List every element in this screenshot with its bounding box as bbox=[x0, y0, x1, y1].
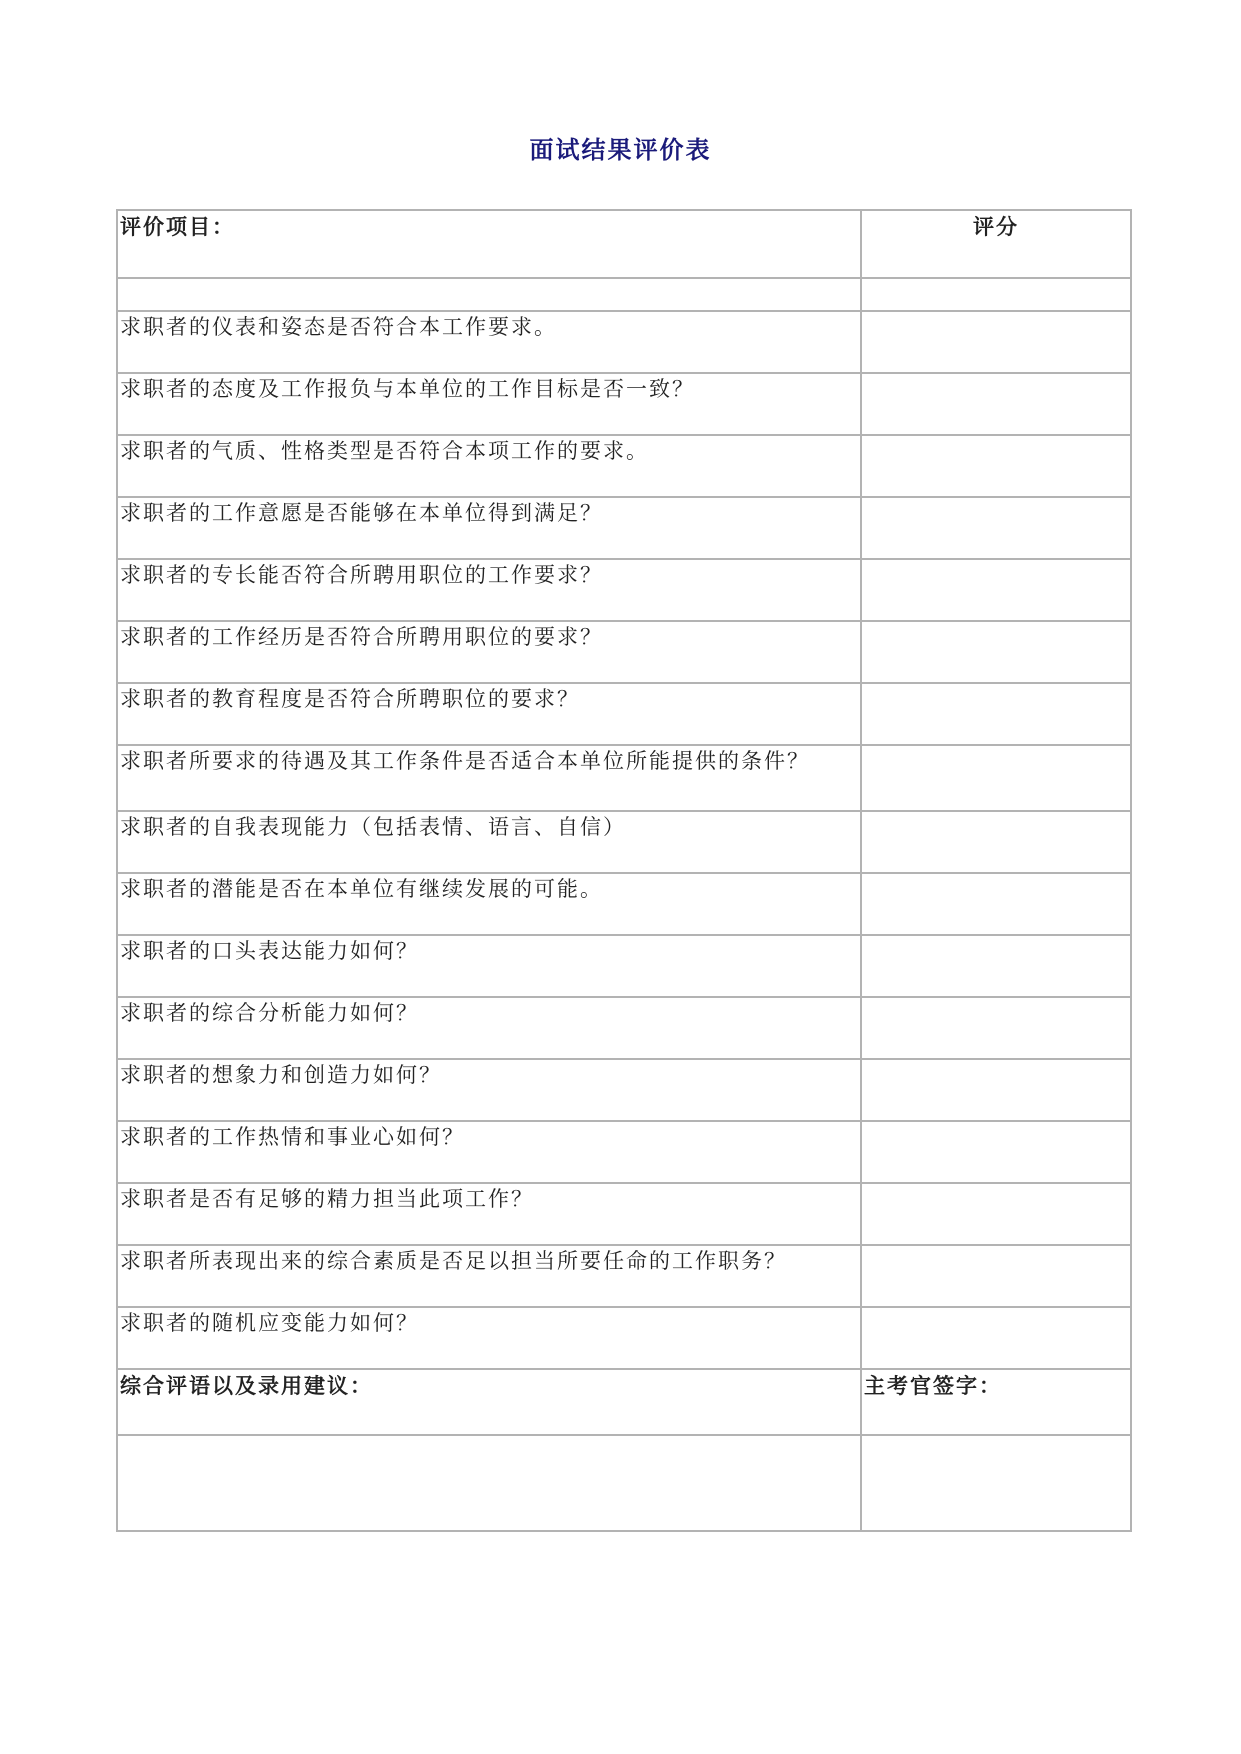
question-text: 求职者的想象力和创造力如何？ bbox=[117, 1059, 861, 1121]
question-text: 求职者的工作经历是否符合所聘用职位的要求？ bbox=[117, 621, 861, 683]
score-cell[interactable] bbox=[861, 811, 1131, 873]
comment-label: 综合评语以及录用建议： bbox=[117, 1369, 861, 1435]
score-cell[interactable] bbox=[861, 1183, 1131, 1245]
question-row bbox=[117, 1307, 1131, 1369]
question-text: 求职者的工作热情和事业心如何？ bbox=[117, 1121, 861, 1183]
score-cell[interactable] bbox=[861, 1059, 1131, 1121]
question-row bbox=[117, 1059, 1131, 1121]
score-cell[interactable] bbox=[861, 745, 1131, 811]
blank-score-cell bbox=[861, 278, 1131, 311]
question-text: 求职者的口头表达能力如何？ bbox=[117, 935, 861, 997]
question-text: 求职者所要求的待遇及其工作条件是否适合本单位所能提供的条件？ bbox=[117, 745, 861, 811]
score-cell[interactable] bbox=[861, 1307, 1131, 1369]
question-text: 求职者的教育程度是否符合所聘职位的要求？ bbox=[117, 683, 861, 745]
question-row bbox=[117, 745, 1131, 811]
footer-body-row bbox=[117, 1435, 1131, 1531]
question-row bbox=[117, 621, 1131, 683]
score-cell[interactable] bbox=[861, 683, 1131, 745]
item-header: 评价项目： bbox=[117, 210, 861, 278]
footer-header-row bbox=[117, 1369, 1131, 1435]
page-title: 面试结果评价表 bbox=[529, 135, 712, 164]
score-header: 评分 bbox=[861, 210, 1131, 278]
question-text: 求职者的潜能是否在本单位有继续发展的可能。 bbox=[117, 873, 861, 935]
score-cell[interactable] bbox=[861, 497, 1131, 559]
score-cell[interactable] bbox=[861, 373, 1131, 435]
question-row bbox=[117, 683, 1131, 745]
question-row bbox=[117, 935, 1131, 997]
question-row bbox=[117, 1121, 1131, 1183]
question-row bbox=[117, 435, 1131, 497]
blank-cell bbox=[117, 278, 861, 311]
header-row bbox=[117, 210, 1131, 278]
question-text: 求职者的自我表现能力（包括表情、语言、自信） bbox=[117, 811, 861, 873]
signature-field[interactable] bbox=[861, 1435, 1131, 1531]
question-text: 求职者所表现出来的综合素质是否足以担当所要任命的工作职务？ bbox=[117, 1245, 861, 1307]
score-cell[interactable] bbox=[861, 559, 1131, 621]
question-text: 求职者的综合分析能力如何？ bbox=[117, 997, 861, 1059]
question-text: 求职者的工作意愿是否能够在本单位得到满足？ bbox=[117, 497, 861, 559]
question-row bbox=[117, 811, 1131, 873]
evaluation-table bbox=[116, 209, 1132, 1532]
score-cell[interactable] bbox=[861, 935, 1131, 997]
question-row bbox=[117, 373, 1131, 435]
question-text: 求职者的专长能否符合所聘用职位的工作要求？ bbox=[117, 559, 861, 621]
question-text: 求职者的随机应变能力如何？ bbox=[117, 1307, 861, 1369]
question-row bbox=[117, 311, 1131, 373]
question-text: 求职者的仪表和姿态是否符合本工作要求。 bbox=[117, 311, 861, 373]
question-row bbox=[117, 873, 1131, 935]
question-text: 求职者的态度及工作报负与本单位的工作目标是否一致？ bbox=[117, 373, 861, 435]
comment-field[interactable] bbox=[117, 1435, 861, 1531]
question-text: 求职者的气质、性格类型是否符合本项工作的要求。 bbox=[117, 435, 861, 497]
score-cell[interactable] bbox=[861, 873, 1131, 935]
score-cell[interactable] bbox=[861, 311, 1131, 373]
blank-row bbox=[117, 278, 1131, 311]
score-cell[interactable] bbox=[861, 1121, 1131, 1183]
question-row bbox=[117, 997, 1131, 1059]
question-row bbox=[117, 497, 1131, 559]
score-cell[interactable] bbox=[861, 621, 1131, 683]
question-row bbox=[117, 1245, 1131, 1307]
question-row bbox=[117, 1183, 1131, 1245]
score-cell[interactable] bbox=[861, 435, 1131, 497]
score-cell[interactable] bbox=[861, 997, 1131, 1059]
question-text: 求职者是否有足够的精力担当此项工作？ bbox=[117, 1183, 861, 1245]
question-row bbox=[117, 559, 1131, 621]
score-cell[interactable] bbox=[861, 1245, 1131, 1307]
signature-label: 主考官签字： bbox=[861, 1369, 1131, 1435]
